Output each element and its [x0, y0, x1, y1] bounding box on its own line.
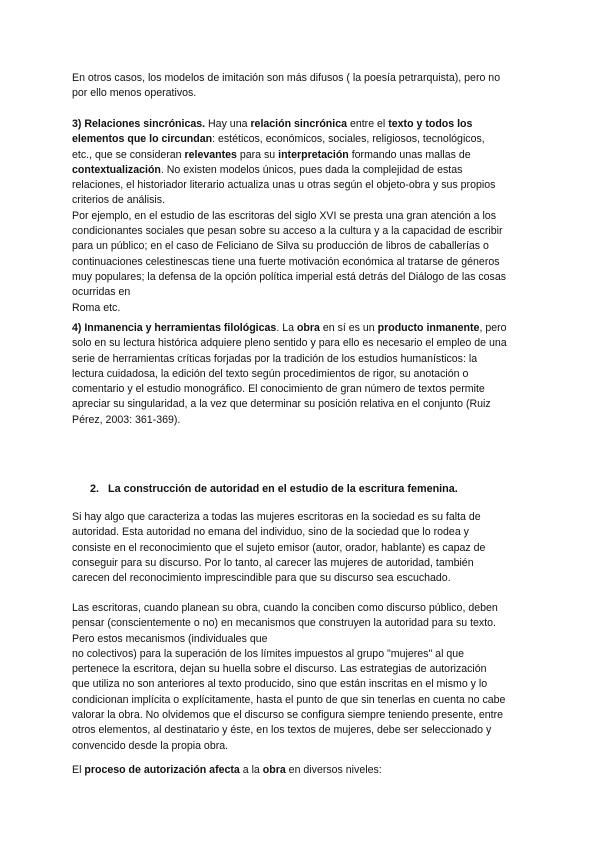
text-line: carecen del reconocimiento imprescindible para que su discurso sea escuchado. [72, 572, 451, 585]
bold-term: relevantes [184, 148, 237, 161]
text-line: muy populares; la defensa de la opción política imperial está detrás del Diálogo de las cosas [72, 270, 507, 283]
text-line: por ello menos operativos. [72, 87, 197, 100]
text-line: otros elementos, al destinatario y éste, en los textos de mujeres, debe ser seleccionado y [72, 724, 492, 737]
bold-term: relación sincrónica [250, 118, 347, 130]
text-line: apreciar su singularidad, a la vez que determinar su posición relativa en el conjunto (Ruiz [72, 398, 491, 411]
text-line: Pérez, 2003: 361-369). [72, 413, 181, 426]
text-line: condicionantes sociales que pesan sobre su acceso a la cultura y a la capacidad de escribir [72, 225, 503, 238]
section-3-heading: 3) Relaciones sincrónicas. [72, 118, 206, 130]
text-run: : estéticos, económicos, sociales, religiosos, tecnológicos, [212, 133, 485, 146]
text-line [72, 163, 532, 178]
text-line: Las escritoras, cuando planean su obra, cuando la conciben como discurso público, deben [72, 602, 498, 614]
bold-term: texto y todos los [388, 118, 473, 130]
text-line: consiste en el reconocimiento que el sujeto emisor (autor, orador, hablante) es capaz de [72, 541, 486, 554]
text-line [72, 148, 532, 163]
text-run: en diversos niveles: [285, 764, 382, 776]
text-run: etc., que se consideran [72, 148, 185, 161]
section-number: 2. [90, 483, 100, 495]
text-line: En otros casos, los modelos de imitación son más difusos ( la poesía petrarquista), pero no [72, 72, 501, 84]
text-line: valorar la obra. No olvidemos que el discurso se configura siempre teniendo presente, entre [72, 709, 504, 722]
text-line: serie de herramientas críticas forjadas por la tradición de los estudios humanísticos: la [72, 352, 478, 365]
text-run: El [72, 764, 85, 776]
text-line: conseguir para su discurso. Por lo tanto, al carecer las mujeres de autoridad, también [72, 556, 474, 569]
text-line: condicionan implícita o explícitamente, hasta el punto de que sin tenerlas en cuenta no cabe [72, 693, 506, 706]
text-line: que utiliza no son anteriores al texto producido, sino que están inscritas en el mismo y lo [72, 678, 488, 691]
section-4-paragraph [72, 321, 532, 428]
bold-term: contextualización [72, 163, 161, 176]
bold-term: interpretación [278, 148, 349, 161]
text-line: lectura cuidadosa, la edición del texto según procedimientos de rigor, su anotación o [72, 367, 469, 380]
bold-term: obra [296, 322, 320, 334]
text-line: pertenece la escritora, dejan su huella sobre el discurso. Las estrategias de autorización [72, 663, 487, 676]
text-line: Roma etc. [72, 301, 121, 314]
text-run: , pero [479, 322, 507, 334]
paragraph-writers [72, 601, 532, 754]
bold-term: obra [262, 764, 286, 776]
text-line: ocurridas en [72, 286, 131, 299]
text-line: Si hay algo que caracteriza a todas las mujeres escritoras en la sociedad es su falta de [72, 511, 481, 523]
text-run: . La [276, 322, 297, 334]
bold-term: proceso de autorización afecta [84, 764, 240, 776]
text-line: comentario y el estudio monográfico. El conocimiento de gran número de textos permite [72, 383, 485, 396]
text-run: en sí es un [319, 322, 378, 334]
text-run: a la [239, 764, 263, 776]
paragraph-authority [72, 510, 532, 586]
intro-paragraph [72, 71, 532, 102]
text-line: continuaciones celestinescas tiene una fuerte motivación económica al tratarse de géneros [72, 255, 500, 268]
text-line [72, 117, 532, 132]
text-line: para un público; en el caso de Feliciano de Silva su producción de libros de caballerías o [72, 240, 489, 253]
text-line: criterios de análisis. [72, 194, 166, 207]
text-line [72, 132, 532, 147]
text-line: pensar (conscientemente o no) en mecanismos que construyen la autoridad para su texto. [72, 617, 496, 630]
text-line: autoridad. Esta autoridad no emana del individuo, sino de la sociedad que lo rodea y [72, 526, 469, 539]
text-run: . No existen modelos únicos, pues dada la complejidad de estas [160, 163, 463, 176]
text-line: no colectivos) para la superación de los límites impuestos al grupo "mujeres" al que [72, 647, 465, 660]
section-4-heading: 4) Inmanencia y herramientas filológicas [72, 322, 277, 334]
text-line: convencido desde la propia obra. [72, 739, 229, 752]
bold-term: elementos que lo circundan [72, 133, 213, 146]
text-line: solo en su lectura histórica adquiere pleno sentido y para ello es necesario el empleo de una [72, 337, 507, 350]
section-title: La construcción de autoridad en el estudio de la escritura femenina. [108, 483, 458, 495]
paragraph-process [72, 763, 532, 778]
text-run: para su [236, 148, 279, 161]
text-line: Por ejemplo, en el estudio de las escritoras del siglo XVI se presta una gran atención a los [72, 209, 496, 222]
bold-term: producto inmanente [377, 322, 480, 334]
text-run: entre el [347, 118, 389, 130]
section-3-paragraph [72, 117, 532, 316]
text-line: Pero estos mecanismos (individuales que [72, 632, 268, 645]
text-run: formando unas mallas de [348, 148, 471, 161]
section-2-heading [90, 483, 458, 495]
text-run: Hay una [205, 118, 251, 130]
text-line [72, 321, 532, 336]
text-line [72, 763, 532, 778]
text-line: relaciones, el historiador literario actualiza unas u otras según el objeto-obra y sus propios [72, 179, 496, 192]
